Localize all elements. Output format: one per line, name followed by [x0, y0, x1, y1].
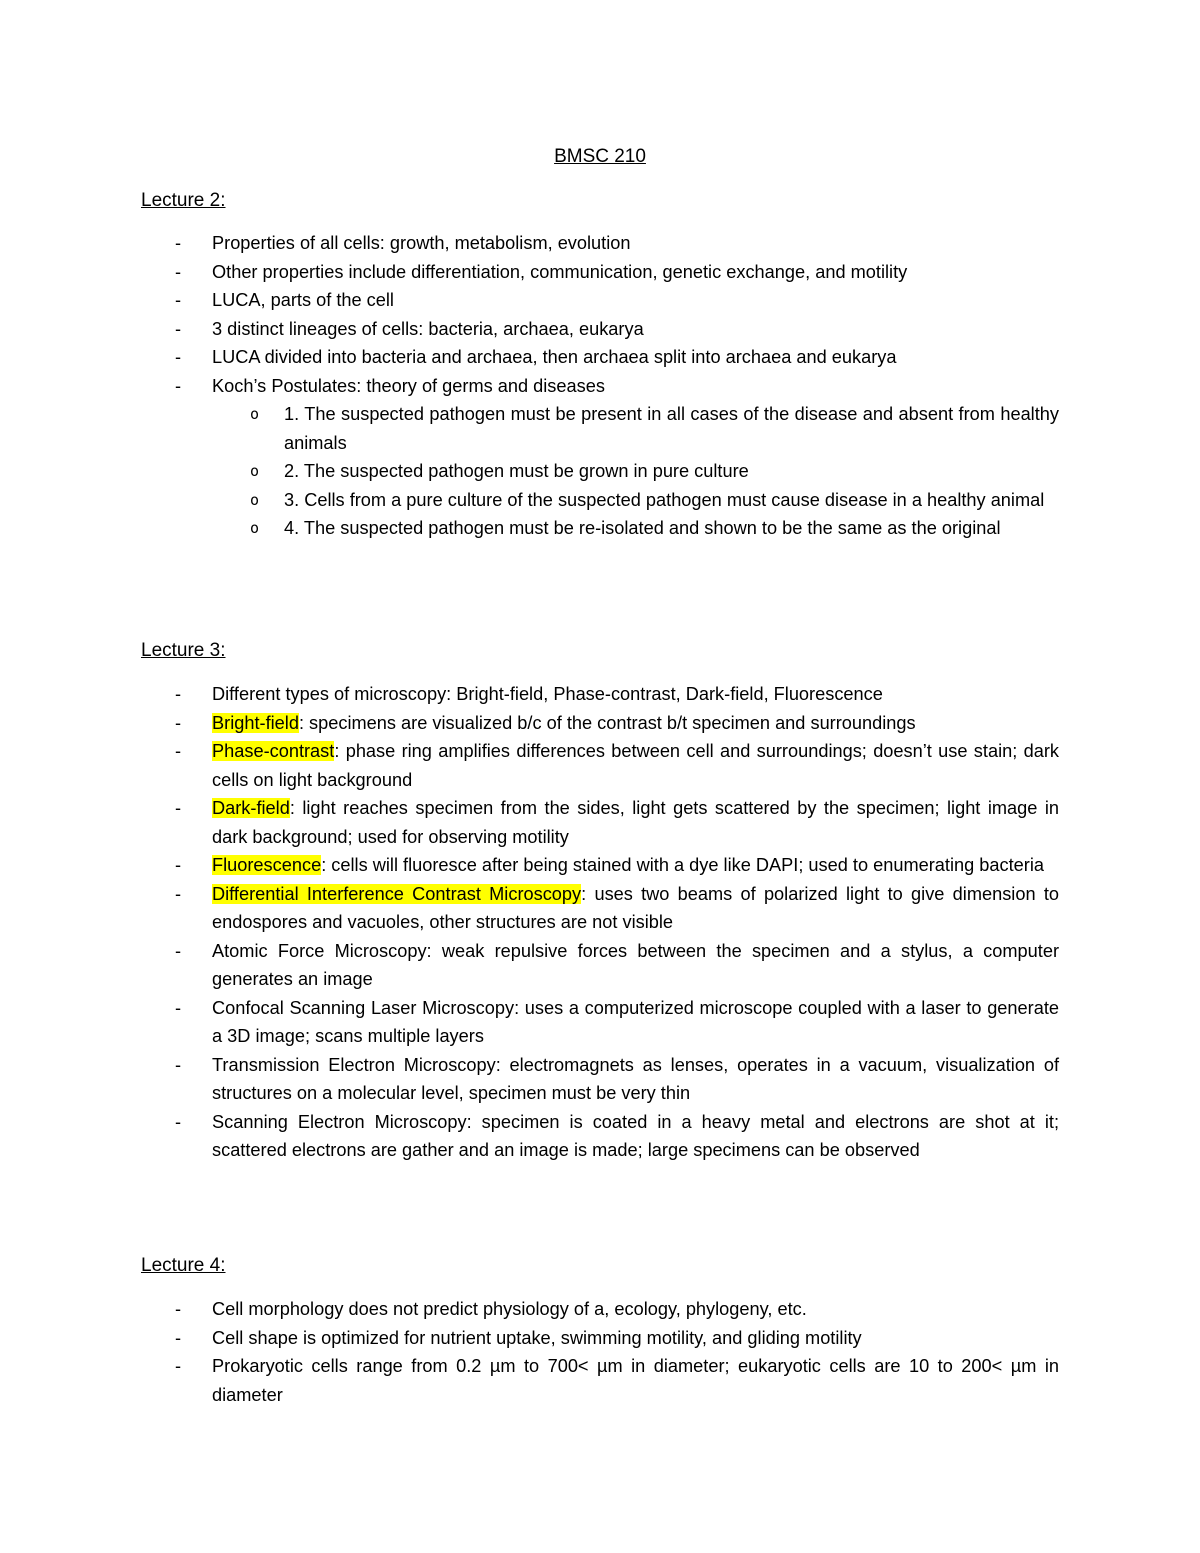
- highlighted-term: Bright-field: [212, 712, 299, 733]
- lecture-3-list: [141, 680, 1059, 1165]
- list-item: [141, 1051, 1059, 1108]
- list-item: [141, 794, 1059, 851]
- lecture-2-list: [141, 229, 1059, 543]
- list-item: [141, 709, 1059, 738]
- list-item-text: Atomic Force Microscopy: weak repulsive forces between the specimen and a stylus, a computer generates an image: [212, 940, 1059, 989]
- bullet-dash: -: [175, 347, 182, 367]
- list-item: [141, 372, 1059, 543]
- highlighted-term: Phase-contrast: [212, 741, 335, 761]
- lecture-4-list: [141, 1295, 1059, 1409]
- list-item-text: Koch’s Postulates: theory of germs and diseases: [212, 375, 605, 396]
- bullet-dash: -: [175, 375, 182, 396]
- sublist-item-text: 1. The suspected pathogen must be present in all cases of the disease and absent from healthy animals: [284, 404, 1059, 453]
- list-item: [141, 1295, 1059, 1324]
- bullet-dash: -: [175, 290, 182, 310]
- list-item-text: Prokaryotic cells range from 0.2 µm to 700< µm in diameter; eukaryotic cells are 10 to 200< µm in diameter: [212, 1356, 1059, 1405]
- list-item-text: Cell shape is optimized for nutrient uptake, swimming motility, and gliding motility: [212, 1327, 862, 1348]
- list-item-text: 3 distinct lineages of cells: bacteria, archaea, eukarya: [212, 318, 644, 339]
- list-item: [141, 1108, 1059, 1165]
- bullet-dash: -: [175, 1327, 182, 1348]
- lecture-2-heading: Lecture 2:: [141, 190, 226, 211]
- bullet-dash: -: [175, 798, 182, 818]
- list-item: [141, 315, 1059, 344]
- list-item-text: : cells will fluoresce after being stained with a dye like DAPI; used to enumerating bacteria: [321, 855, 1045, 875]
- bullet-dash: -: [175, 855, 182, 875]
- lecture-3-heading: Lecture 3:: [141, 640, 226, 661]
- bullet-dash: -: [175, 233, 182, 253]
- document-title: BMSC 210: [554, 146, 646, 167]
- list-item: [141, 737, 1059, 794]
- list-item: [141, 343, 1059, 372]
- list-item-text: Confocal Scanning Laser Microscopy: uses a computerized microscope coupled with a laser to generate a 3D image; scans multiple layers: [212, 997, 1059, 1046]
- list-item: [141, 880, 1059, 937]
- highlighted-term: Fluorescence: [212, 855, 322, 875]
- list-item: [141, 851, 1059, 880]
- bullet-dash: -: [175, 318, 182, 339]
- highlighted-term: Dark-field: [212, 798, 290, 818]
- list-item-text: : specimens are visualized b/c of the contrast b/t specimen and surroundings: [298, 712, 916, 733]
- bullet-dash: -: [175, 1356, 182, 1376]
- list-item: [141, 286, 1059, 315]
- list-item-text: : light reaches specimen from the sides, light gets scattered by the specimen; light image in dark background; used for observing motility: [212, 798, 1059, 847]
- highlighted-term: Differential Interference Contrast Microscopy: [212, 883, 582, 904]
- list-item-text: Properties of all cells: growth, metabolism, evolution: [212, 233, 631, 253]
- list-item-text: Other properties include differentiation, communication, genetic exchange, and motility: [212, 261, 908, 282]
- bullet-circle: o: [250, 490, 260, 509]
- list-item-text: LUCA divided into bacteria and archaea, then archaea split into archaea and eukarya: [212, 347, 897, 367]
- bullet-circle: o: [250, 519, 260, 537]
- bullet-dash: -: [175, 741, 182, 761]
- sublist-item: [212, 400, 1059, 457]
- bullet-dash: -: [175, 1111, 182, 1132]
- list-item: [141, 994, 1059, 1051]
- bullet-dash: -: [175, 261, 182, 282]
- bullet-dash: -: [175, 1299, 182, 1319]
- list-item: [141, 680, 1059, 709]
- bullet-dash: -: [175, 1054, 182, 1075]
- sublist-item-text: 2. The suspected pathogen must be grown in pure culture: [284, 461, 749, 481]
- sublist-item: [212, 486, 1059, 515]
- list-item-text: Transmission Electron Microscopy: electromagnets as lenses, operates in a vacuum, visualization of structures on a molecular level, specimen must be very thin: [212, 1054, 1059, 1103]
- bullet-dash: -: [175, 997, 182, 1018]
- bullet-circle: o: [250, 405, 260, 423]
- list-item-text: : uses two beams of polarized light to give dimension to endospores and vacuoles, other structures are not visible: [212, 883, 1059, 932]
- list-item: [141, 1352, 1059, 1409]
- list-item: [141, 1324, 1059, 1353]
- list-item-text: Scanning Electron Microscopy: specimen is coated in a heavy metal and electrons are shot at it; scattered electrons are gather and an image is made; large specimens can be observed: [212, 1111, 1059, 1160]
- bullet-dash: -: [175, 883, 182, 904]
- list-item-text: : phase ring amplifies differences between cell and surroundings; doesn’t use stain; dark cells on light background: [212, 741, 1059, 790]
- sublist-item: [212, 514, 1059, 543]
- koch-postulates-list: [212, 400, 1059, 543]
- list-item: [141, 258, 1059, 287]
- sublist-item-text: 3. Cells from a pure culture of the suspected pathogen must cause disease in a healthy animal: [284, 489, 1045, 510]
- bullet-dash: -: [175, 940, 182, 961]
- list-item: [141, 937, 1059, 994]
- bullet-dash: -: [175, 684, 182, 704]
- lecture-4-heading: Lecture 4:: [141, 1255, 226, 1276]
- list-item-text: Cell morphology does not predict physiology of a, ecology, phylogeny, etc.: [212, 1299, 807, 1319]
- sublist-item: [212, 457, 1059, 486]
- list-item: [141, 229, 1059, 258]
- list-item-text: LUCA, parts of the cell: [212, 290, 394, 310]
- bullet-dash: -: [175, 712, 182, 733]
- list-item-text: Different types of microscopy: Bright-field, Phase-contrast, Dark-field, Fluorescence: [212, 684, 883, 704]
- sublist-item-text: 4. The suspected pathogen must be re-isolated and shown to be the same as the original: [284, 518, 1001, 538]
- bullet-circle: o: [250, 462, 260, 480]
